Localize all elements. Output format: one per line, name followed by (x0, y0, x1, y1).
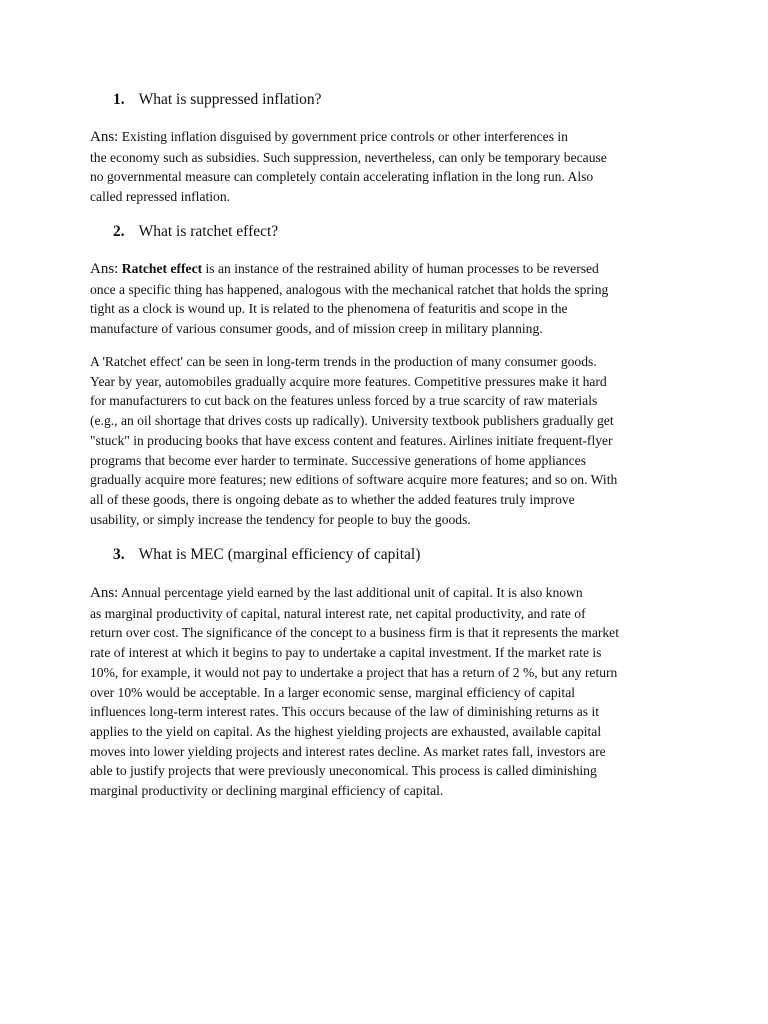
question-number: 1. (113, 91, 125, 108)
text-line: for manufacturers to cut back on the features unless forced by a true scarcity of raw materials (90, 393, 598, 409)
answer-3-paragraph (90, 583, 690, 801)
question-number: 2. (113, 223, 125, 240)
text-line: applies to the yield on capital. As the highest yielding projects are exhausted, available capital (90, 723, 602, 739)
text-line: gradually acquire more features; new editions of software acquire more features; and so on. With (90, 472, 618, 488)
text-line: tight as a clock is wound up. It is related to the phenomena of featuritis and scope in the (90, 301, 568, 317)
text-line: influences long-term interest rates. This occurs because of the law of diminishing returns as it (90, 704, 599, 720)
text-line: (e.g., an oil shortage that drives costs up radically). University textbook publishers gradually get (90, 413, 614, 429)
text-line: all of these goods, there is ongoing debate as to whether the added features truly improve (90, 491, 575, 507)
question-text: What is ratchet effect? (138, 223, 279, 240)
text-line: Year by year, automobiles gradually acquire more features. Competitive pressures make it hard (90, 373, 607, 389)
question-text: What is suppressed inflation? (138, 91, 322, 108)
answer-label: Ans: (90, 129, 119, 145)
term-ratchet-effect: Ratchet effect (121, 261, 203, 276)
question-3-heading (113, 545, 420, 565)
question-2-heading (113, 222, 278, 242)
text-line: able to justify projects that were previously uneconomical. This process is called diminishing (90, 763, 597, 779)
text-line: once a specific thing has happened, analogous with the mechanical ratchet that holds the spring (90, 281, 609, 297)
answer-label: Ans: (90, 261, 119, 277)
text-line: programs that become ever harder to terminate. Successive generations of home appliances (90, 452, 586, 468)
question-text: What is MEC (marginal efficiency of capital) (138, 546, 421, 563)
text-line: manufacture of various consumer goods, and of mission creep in military planning. (90, 321, 543, 337)
answer-label: Ans: (90, 585, 119, 601)
text-line: marginal productivity or declining marginal efficiency of capital. (90, 783, 444, 799)
text-line: 10%, for example, it would not pay to undertake a project that has a return of 2 %, but any return (90, 664, 618, 680)
text-line: rate of interest at which it begins to pay to undertake a capital investment. If the market rate is (90, 645, 602, 661)
text-line: no governmental measure can completely contain accelerating inflation in the long run. Also (90, 169, 594, 185)
text-line: over 10% would be acceptable. In a larger economic sense, marginal efficiency of capital (90, 684, 576, 700)
text-line: A 'Ratchet effect' can be seen in long-term trends in the production of many consumer goods. (90, 354, 597, 369)
answer-text: Existing inflation disguised by government price controls or other interferences in (121, 129, 568, 144)
answer-2-paragraph (90, 259, 690, 339)
text-line (90, 583, 690, 604)
ratchet-effect-paragraph-2 (90, 352, 690, 529)
text-line: "stuck" in producing books that have excess content and features. Airlines initiate frequent-flyer (90, 432, 613, 448)
question-1-heading (113, 90, 322, 110)
text-line: as marginal productivity of capital, natural interest rate, net capital productivity, and rate of (90, 605, 586, 621)
text-line (90, 127, 690, 148)
answer-text: is an instance of the restrained ability of human processes to be reversed (202, 261, 599, 276)
text-line: return over cost. The significance of the concept to a business firm is that it represents the market (90, 625, 619, 641)
text-line: usability, or simply increase the tendency for people to buy the goods. (90, 511, 471, 527)
answer-text: Annual percentage yield earned by the last additional unit of capital. It is also known (121, 585, 583, 600)
text-line: the economy such as subsidies. Such suppression, nevertheless, can only be temporary because (90, 149, 607, 165)
text-line: called repressed inflation. (90, 189, 231, 205)
answer-1-paragraph (90, 127, 690, 207)
text-line (90, 259, 690, 280)
text-line: moves into lower yielding projects and interest rates decline. As market rates fall, investors are (90, 743, 606, 759)
question-number: 3. (113, 546, 125, 563)
